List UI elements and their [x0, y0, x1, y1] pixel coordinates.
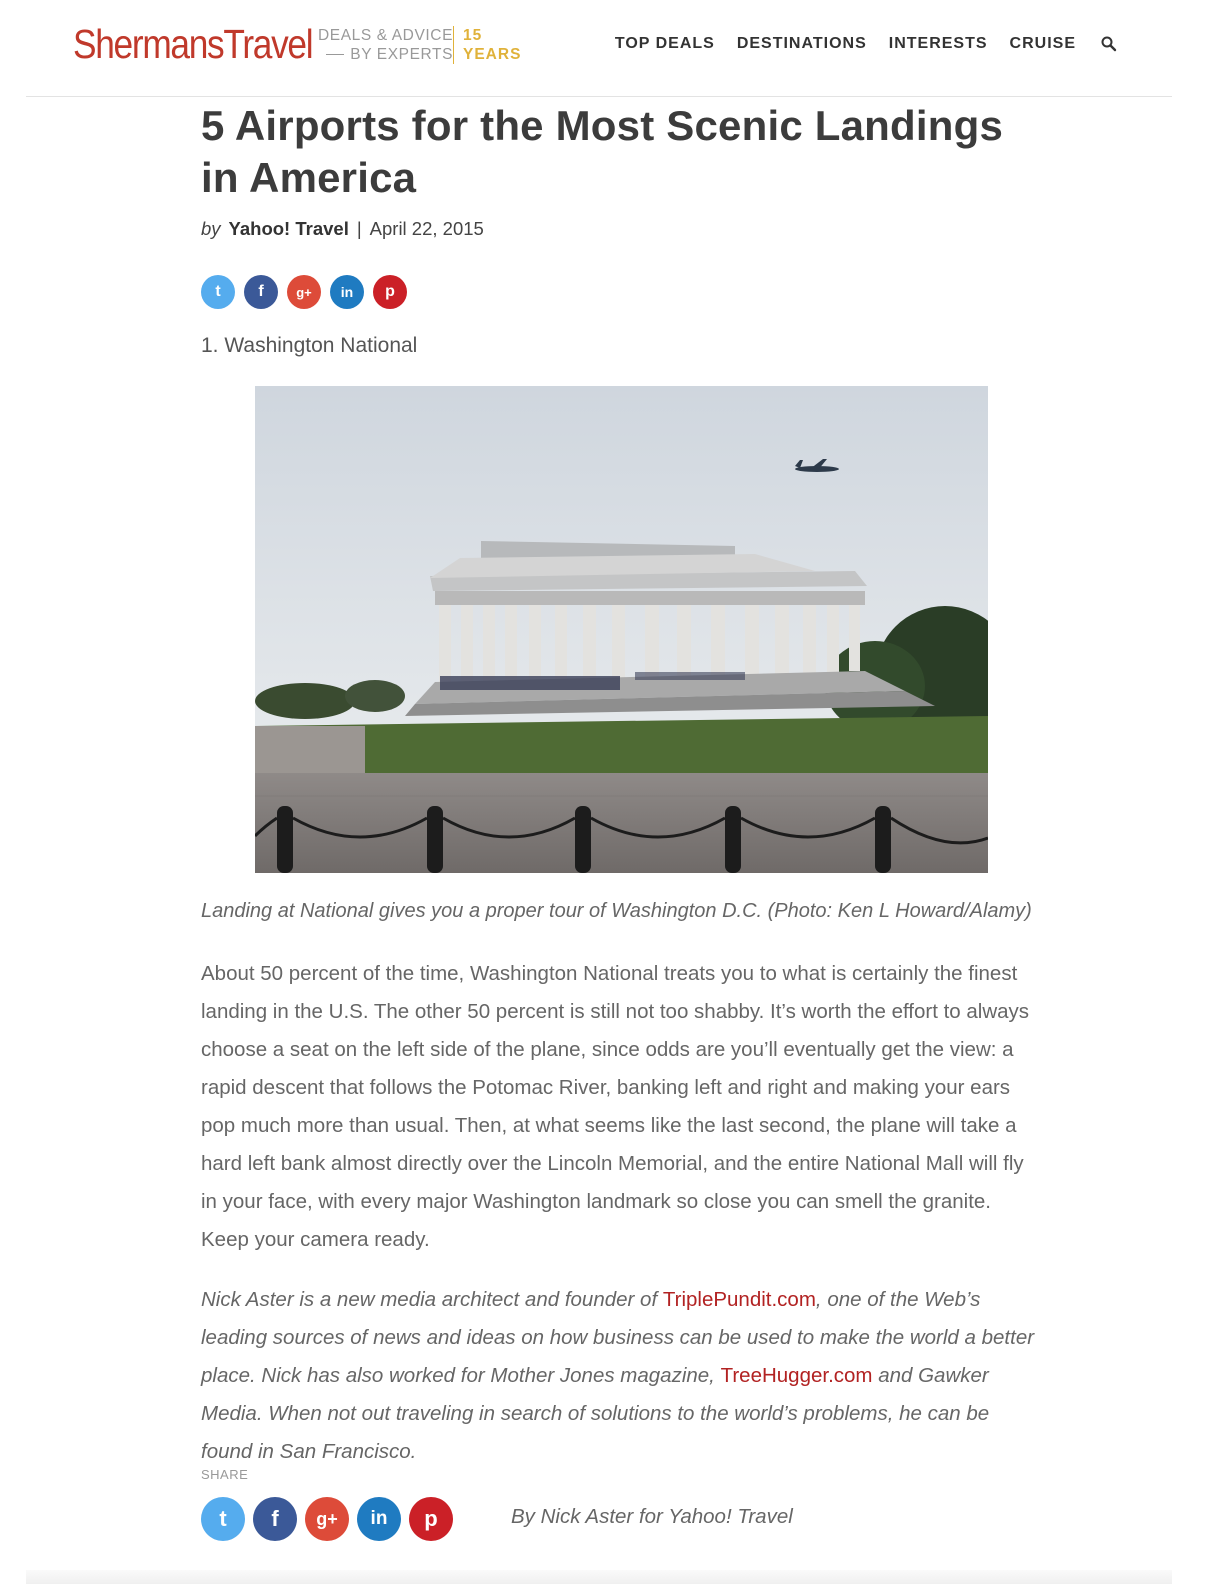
author-bio [201, 1281, 1041, 1471]
article-title: 5 Airports for the Most Scenic Landings in America [201, 102, 1004, 201]
twitter-icon: t [215, 283, 221, 300]
tagline-line-1: DEALS & ADVICE [318, 27, 454, 44]
google-plus-share-button[interactable] [305, 1497, 349, 1541]
photo-caption: Landing at National gives you a proper tour of Washington D.C. (Photo: Ken L Howard/Alamy) [201, 900, 1032, 922]
site-logo[interactable]: ShermansTravel [73, 21, 313, 67]
share-buttons-top [201, 275, 1041, 309]
byline [201, 218, 1041, 240]
share-buttons-bottom [201, 1497, 453, 1541]
twitter-share-button[interactable] [201, 1497, 245, 1541]
years-label: YEARS [463, 46, 522, 63]
search-icon[interactable] [1100, 35, 1118, 53]
bio-text-1: Nick Aster is a new media architect and founder of [201, 1288, 663, 1311]
anniversary-badge [463, 26, 521, 64]
twitter-icon: t [219, 1506, 227, 1531]
twitter-share-button[interactable] [201, 275, 235, 309]
article-body: About 50 percent of the time, Washington National treats you to what is certainly the finest landing in the U.S. The other 50 percent is still not too shabby. It’s worth the effort to always choose a seat on the left side of the plane, since odds are you’ll eventually get the view: a rapid descent that follows the Potomac River, banking left and right and making your ears pop much more than usual. Then, at what seems like the last second, the plane will take a hard left bank almost directly over the Lincoln Memorial, and the entire National Mall will fly in your face, with every major Washington landmark so close you can smell the granite. Keep your camera ready. [201, 962, 1030, 1251]
google-plus-icon: g+ [296, 284, 312, 300]
facebook-share-button[interactable] [253, 1497, 297, 1541]
google-plus-share-button[interactable] [287, 275, 321, 309]
byline-date: April 22, 2015 [369, 218, 484, 239]
site-header [26, 0, 1172, 97]
facebook-icon: f [271, 1506, 279, 1531]
section-title: 1. Washington National [201, 334, 418, 357]
linkedin-share-button[interactable] [357, 1497, 401, 1541]
treehugger-link[interactable]: TreeHugger.com [720, 1364, 873, 1387]
tagline-divider [453, 26, 454, 64]
google-plus-icon: g+ [316, 1508, 338, 1529]
nav-destinations[interactable]: DESTINATIONS [736, 35, 867, 52]
main-nav [615, 35, 1118, 53]
pinterest-share-button[interactable] [409, 1497, 453, 1541]
tagline-line-2: BY EXPERTS [350, 46, 454, 63]
pinterest-icon: p [424, 1506, 438, 1531]
nav-top-deals[interactable]: TOP DEALS [614, 35, 715, 52]
tagline [318, 26, 453, 64]
linkedin-icon: in [370, 1508, 388, 1529]
lincoln-memorial-photo [255, 386, 988, 873]
facebook-icon: f [258, 283, 264, 300]
triplepundit-link[interactable]: TriplePundit.com [662, 1288, 816, 1311]
bio-text-2: , one of the Web’s leading sources of news and ideas on how business can be used to make the world a better place. Nick has also worked for Mother Jones magazine, [201, 1288, 1035, 1387]
linkedin-icon: in [340, 284, 354, 300]
byline-by: by [201, 218, 221, 239]
bio-text-3: and Gawker Media. When not out traveling in search of solutions to the world’s problems, he can be found in San Francisco. [201, 1364, 990, 1463]
pinterest-icon: p [385, 283, 395, 300]
years-number: 15 [463, 27, 483, 44]
byline-separator: | [356, 218, 362, 239]
facebook-share-button[interactable] [244, 275, 278, 309]
article [201, 100, 1041, 1531]
byline-author[interactable]: Yahoo! Travel [228, 218, 349, 239]
linkedin-share-button[interactable] [330, 275, 364, 309]
pinterest-share-button[interactable] [373, 275, 407, 309]
share-label: SHARE [201, 1467, 249, 1482]
nav-interests[interactable]: INTERESTS [888, 35, 988, 52]
article-credit: By Nick Aster for Yahoo! Travel [511, 1505, 793, 1528]
nav-cruise[interactable]: CRUISE [1009, 35, 1076, 52]
page-bottom-bar [26, 1570, 1172, 1584]
